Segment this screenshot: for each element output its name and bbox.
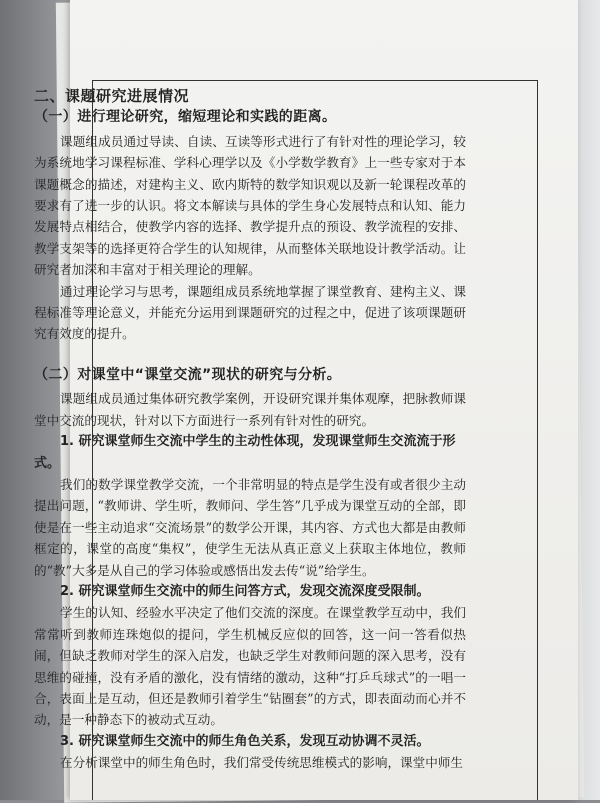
section-heading: 二、课题研究进展情况: [34, 87, 190, 105]
page-content: [34, 86, 466, 774]
point-2-text: 学生的认知、经验水平决定了他们交流的深度。在课堂教学互动中，我们常常听到教师连珠炮似的提问，学生机械反应似的回答，这一问一答看似热闹，但缺乏教师对学生的深入启发，也缺乏学生对教师问题的深入思考，没有思维的碰撞，没有矛盾的激化，没有情绪的激动，这种“打乒乓球式”的一唱一合，表面上是互动，但还是教师引着学生“钻圈套”的方式，即表面动而心并不动，是一种静态下的被动式互动。: [34, 605, 466, 728]
subsection-1-title: （一）进行理论研究，缩短理论和实践的距离。: [34, 109, 337, 126]
subsection-1-paragraph-2: 通过理论学习与思考，课题组成员系统地掌握了课堂教育、建构主义、课程标准等理论意义，并能充分运用到课题研究的过程之中，促进了该项课题研究有效度的提升。: [34, 283, 466, 342]
point-2-title: 2. 研究课堂师生交流中的师生问答方式，发现交流深度受限制。: [60, 583, 430, 599]
subsection-2-intro: 课题组成员通过集体研究教学案例，开设研究课并集体观摩，把脉教师课堂中交流的现状，针对以下方面进行一系列有针对性的研究。: [34, 391, 466, 428]
spacer: [34, 345, 466, 353]
point-1-title: 1. 研究课堂师生交流中学生的主动性体现，发现课堂师生交流流于形式。: [34, 434, 456, 471]
subsection-1-paragraph-1: 课题组成员通过导读、自读、互读等形式进行了有针对性的理论学习，较为系统地学习课程标准、学科心理学以及《小学数学教育》上一些专家对于本课题概念的描述，对建构主义、欧内斯特的数学知识观以及新一轮课程改革的要求有了进一步的认识。将文本解读与具体的学生身心发展特点和认知、能力发展特点相结合，使教学内容的选择、教学提升点的预设、教学流程的安排、教学支架等的选择更符合学生的认知规律，从而整体关联地设计教学活动。让研究者加深和丰富对于相关理论的理解。: [34, 133, 466, 278]
point-3-title: 3. 研究课堂师生交流中的师生角色关系，发现互动协调不灵活。: [60, 733, 430, 749]
subsection-2-title: （二）对课堂中“课堂交流”现状的研究与分析。: [34, 366, 342, 383]
point-1-text: 我们的数学课堂教学交流，一个非常明显的特点是学生没有或者很少主动提出问题，“教师讲、学生听，教师问、学生答”几乎成为课堂互动的全部，即使是在一些主动追求“交流场景”的数学公开课，其内容、方式也大都是由教师框定的，课堂的高度“集权”，使学生无法从真正意义上获取主体地位，教师的“教”大多是从自己的学习体验或感悟出发去传“说”给学生。: [34, 476, 466, 578]
point-3-text: 在分析课堂中的师生角色时，我们常受传统思维模式的影响，课堂中师生: [60, 755, 463, 771]
